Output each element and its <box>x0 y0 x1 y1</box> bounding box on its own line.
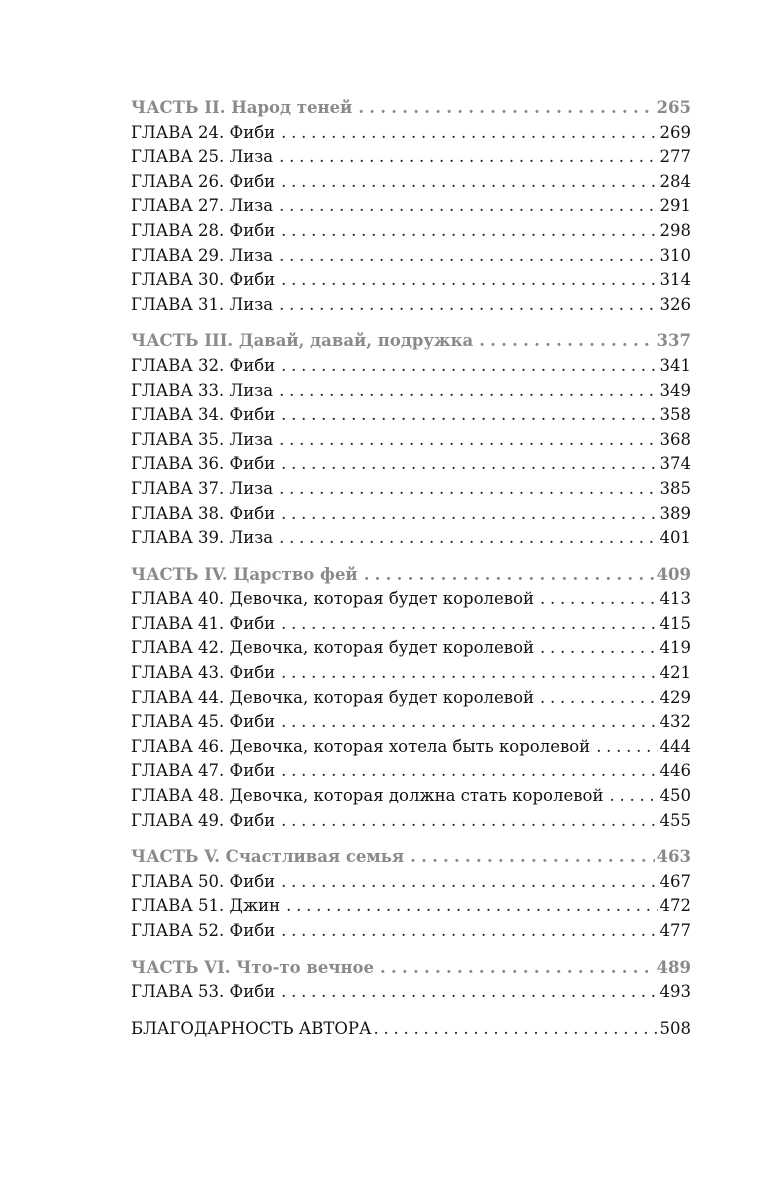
toc-chapter-entry <box>131 354 691 379</box>
toc-entry-page-number: 314 <box>659 270 691 290</box>
toc-entry-title: ГЛАВА 34. Фиби <box>131 405 276 425</box>
toc-entry-page-number: 413 <box>659 589 691 609</box>
dot-leader <box>479 329 654 354</box>
toc-entry-title: ЧАСТЬ V. Счастливая семья <box>131 847 405 867</box>
toc-chapter-entry <box>131 194 691 219</box>
toc-entry-title: ГЛАВА 46. Девочка, которая хотела быть королевой <box>131 736 591 756</box>
toc-chapter-entry <box>131 170 691 195</box>
toc-entry-title: ГЛАВА 49. Фиби <box>131 810 276 830</box>
dot-leader <box>279 293 657 318</box>
toc-entry-title: ГЛАВА 53. Фиби <box>131 982 276 1002</box>
toc-entry-page-number: 493 <box>659 982 691 1002</box>
toc-entry-page-number: 389 <box>659 503 691 523</box>
toc-entry-title: БЛАГОДАРНОСТЬ АВТОРА <box>131 1018 372 1038</box>
toc-entry-title: ГЛАВА 38. Фиби <box>131 503 276 523</box>
toc-entry-page-number: 269 <box>659 122 691 142</box>
dot-leader <box>281 121 657 146</box>
toc-chapter-entry <box>131 784 691 809</box>
dot-leader <box>281 809 657 834</box>
dot-leader <box>279 194 657 219</box>
toc-part-entry <box>131 956 691 981</box>
toc-entry-page-number: 444 <box>659 736 691 756</box>
toc-entry-page-number: 310 <box>659 245 691 265</box>
toc-chapter-entry <box>131 293 691 318</box>
dot-leader <box>596 735 657 760</box>
toc-chapter-entry <box>131 477 691 502</box>
toc-entry-page-number: 337 <box>656 331 691 351</box>
toc-entry-title: ЧАСТЬ III. Давай, давай, подружка <box>131 331 474 351</box>
toc-entry-page-number: 450 <box>659 786 691 806</box>
toc-entry-title: ГЛАВА 40. Девочка, которая будет королевой <box>131 589 535 609</box>
dot-leader <box>281 219 657 244</box>
toc-chapter-entry <box>131 268 691 293</box>
toc-entry-page-number: 401 <box>659 528 691 548</box>
toc-entry-page-number: 385 <box>659 478 691 498</box>
dot-leader <box>281 919 657 944</box>
dot-leader <box>279 145 657 170</box>
toc-entry-page-number: 326 <box>659 294 691 314</box>
dot-leader <box>358 96 654 121</box>
toc-entry-page-number: 446 <box>659 761 691 781</box>
toc-part-entry <box>131 563 691 588</box>
dot-leader <box>281 403 657 428</box>
toc-part-entry <box>131 329 691 354</box>
toc-entry-title: ГЛАВА 52. Фиби <box>131 921 276 940</box>
toc-chapter-entry <box>131 710 691 735</box>
toc-entry-page-number: 291 <box>659 196 691 216</box>
dot-leader <box>279 477 657 502</box>
toc-chapter-entry <box>131 428 691 453</box>
toc-entry-title: ГЛАВА 43. Фиби <box>131 663 276 683</box>
dot-leader <box>279 428 657 453</box>
toc-entry-page-number: 277 <box>659 147 691 167</box>
dot-leader <box>279 244 657 269</box>
toc-chapter-entry <box>131 244 691 269</box>
toc-entry-title: ГЛАВА 25. Лиза <box>131 147 274 167</box>
dot-leader <box>281 870 657 895</box>
dot-leader <box>281 980 657 1005</box>
toc-entry-page-number: 429 <box>659 687 691 707</box>
toc-acknowledgements-entry <box>131 1017 691 1042</box>
dot-leader <box>281 612 657 637</box>
table-of-contents <box>131 96 691 1041</box>
toc-chapter-entry <box>131 661 691 686</box>
toc-chapter-entry <box>131 526 691 551</box>
toc-entry-title: ГЛАВА 29. Лиза <box>131 245 274 265</box>
toc-entry-page-number: 409 <box>656 564 691 584</box>
toc-entry-page-number: 463 <box>656 847 691 867</box>
toc-entry-page-number: 284 <box>659 171 691 191</box>
toc-entry-page-number: 467 <box>659 871 691 891</box>
toc-entry-title: ГЛАВА 28. Фиби <box>131 220 276 240</box>
toc-chapter-entry <box>131 894 691 919</box>
toc-entry-page-number: 265 <box>656 98 691 117</box>
toc-entry-page-number: 341 <box>659 355 691 375</box>
toc-entry-page-number: 368 <box>659 429 691 449</box>
toc-entry-title: ЧАСТЬ VI. Что-то вечное <box>131 957 375 977</box>
dot-leader <box>279 526 657 551</box>
dot-leader <box>281 759 657 784</box>
dot-leader <box>380 956 655 981</box>
toc-entry-title: ГЛАВА 30. Фиби <box>131 270 276 290</box>
toc-entry-title: ГЛАВА 35. Лиза <box>131 429 274 449</box>
toc-entry-title: ЧАСТЬ II. Народ теней <box>131 98 353 117</box>
toc-entry-title: ГЛАВА 41. Фиби <box>131 613 276 633</box>
dot-leader <box>540 636 657 661</box>
toc-chapter-entry <box>131 636 691 661</box>
toc-chapter-entry <box>131 452 691 477</box>
toc-entry-title: ГЛАВА 50. Фиби <box>131 871 276 891</box>
toc-entry-title: ГЛАВА 44. Девочка, которая будет королевой <box>131 687 535 707</box>
toc-entry-page-number: 477 <box>659 921 691 940</box>
toc-chapter-entry <box>131 612 691 637</box>
toc-entry-title: ГЛАВА 33. Лиза <box>131 380 274 400</box>
toc-entry-title: ГЛАВА 45. Фиби <box>131 712 276 732</box>
toc-chapter-entry <box>131 502 691 527</box>
toc-entry-page-number: 472 <box>659 896 691 916</box>
toc-entry-page-number: 374 <box>659 454 691 474</box>
toc-entry-page-number: 421 <box>659 663 691 683</box>
dot-leader <box>281 170 657 195</box>
toc-entry-page-number: 489 <box>656 957 691 977</box>
toc-entry-page-number: 419 <box>659 638 691 658</box>
toc-entry-title: ГЛАВА 32. Фиби <box>131 355 276 375</box>
dot-leader <box>540 686 657 711</box>
toc-entry-title: ЧАСТЬ IV. Царство фей <box>131 564 358 584</box>
toc-chapter-entry <box>131 686 691 711</box>
toc-entry-page-number: 455 <box>659 810 691 830</box>
toc-entry-title: ГЛАВА 24. Фиби <box>131 122 276 142</box>
toc-chapter-entry <box>131 379 691 404</box>
toc-entry-title: ГЛАВА 39. Лиза <box>131 528 274 548</box>
toc-entry-title: ГЛАВА 27. Лиза <box>131 196 274 216</box>
dot-leader <box>279 379 657 404</box>
toc-chapter-entry <box>131 919 691 944</box>
dot-leader <box>286 894 657 919</box>
toc-chapter-entry <box>131 219 691 244</box>
toc-chapter-entry <box>131 870 691 895</box>
toc-entry-title: ГЛАВА 31. Лиза <box>131 294 274 314</box>
dot-leader <box>281 710 657 735</box>
dot-leader <box>281 452 657 477</box>
toc-entry-page-number: 432 <box>659 712 691 732</box>
toc-chapter-entry <box>131 121 691 146</box>
toc-chapter-entry <box>131 980 691 1005</box>
toc-entry-title: ГЛАВА 51. Джин <box>131 896 281 916</box>
toc-entry-page-number: 298 <box>659 220 691 240</box>
toc-part-entry <box>131 845 691 870</box>
toc-entry-title: ГЛАВА 26. Фиби <box>131 171 276 191</box>
toc-chapter-entry <box>131 759 691 784</box>
toc-entry-page-number: 358 <box>659 405 691 425</box>
toc-chapter-entry <box>131 587 691 612</box>
toc-entry-title: ГЛАВА 48. Девочка, которая должна стать королевой <box>131 786 604 806</box>
dot-leader <box>281 502 657 527</box>
toc-entry-page-number: 508 <box>659 1018 691 1038</box>
toc-entry-title: ГЛАВА 42. Девочка, которая будет королевой <box>131 638 535 658</box>
dot-leader <box>540 587 657 612</box>
dot-leader <box>281 661 657 686</box>
toc-entry-title: ГЛАВА 37. Лиза <box>131 478 274 498</box>
dot-leader <box>374 1017 658 1042</box>
dot-leader <box>281 354 657 379</box>
dot-leader <box>410 845 654 870</box>
toc-entry-title: ГЛАВА 47. Фиби <box>131 761 276 781</box>
toc-chapter-entry <box>131 145 691 170</box>
toc-chapter-entry <box>131 735 691 760</box>
dot-leader <box>364 563 655 588</box>
toc-entry-page-number: 415 <box>659 613 691 633</box>
toc-chapter-entry <box>131 403 691 428</box>
dot-leader <box>609 784 657 809</box>
toc-entry-title: ГЛАВА 36. Фиби <box>131 454 276 474</box>
toc-entry-page-number: 349 <box>659 380 691 400</box>
toc-part-entry <box>131 96 691 121</box>
toc-chapter-entry <box>131 809 691 834</box>
dot-leader <box>281 268 657 293</box>
